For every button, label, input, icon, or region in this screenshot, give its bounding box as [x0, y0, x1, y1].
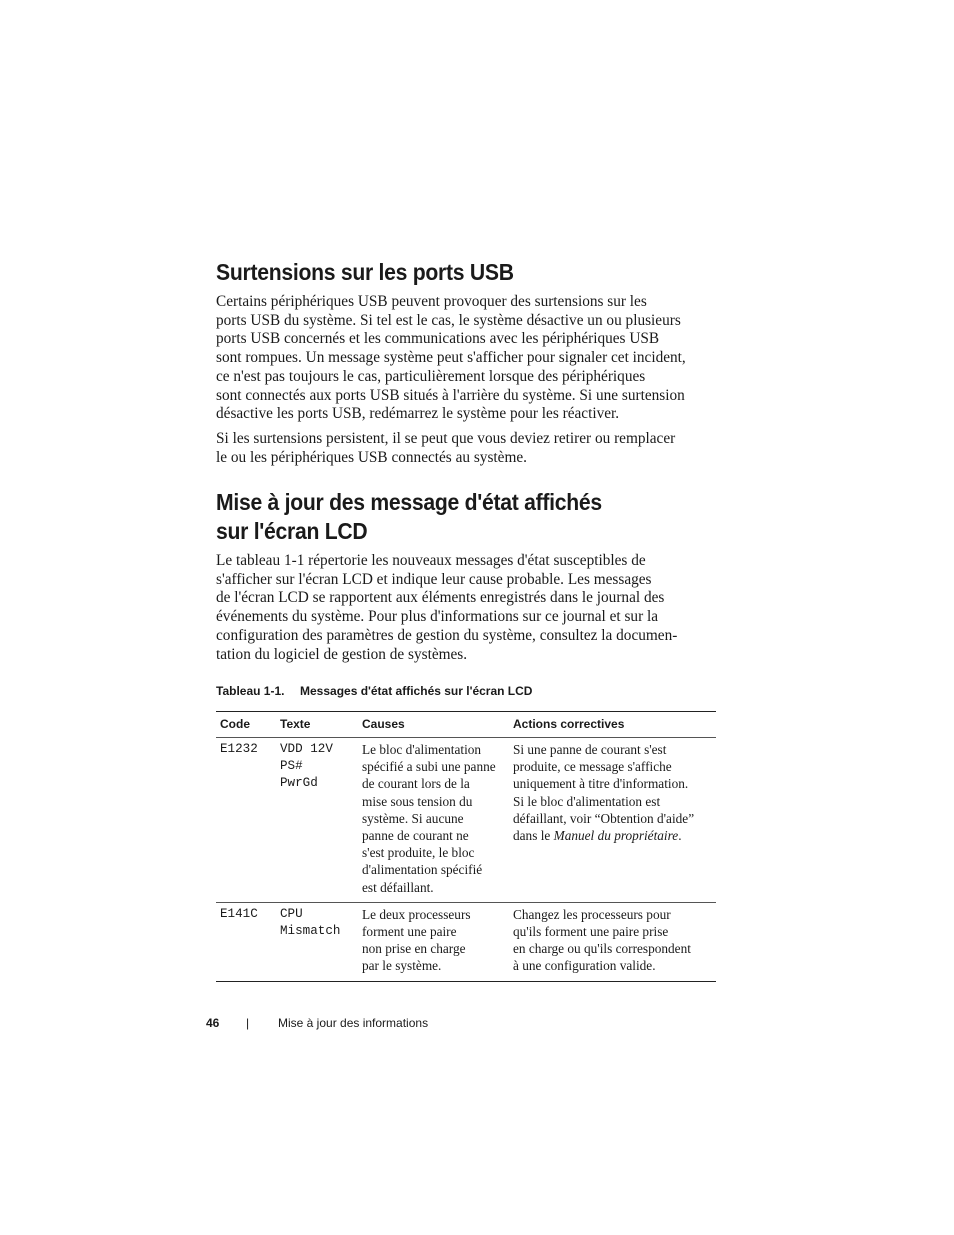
table-caption — [216, 684, 532, 698]
section-heading-usb: Surtensions sur les ports USB — [216, 259, 514, 285]
cell-line: forment une paire — [362, 924, 457, 940]
cell-text — [276, 738, 358, 903]
cell-line: VDD 12V — [280, 742, 333, 756]
cell-causes — [358, 738, 509, 903]
cell-line: défaillant, voir “Obtention d'aide” — [513, 810, 695, 826]
manual-title-reference: Manuel du propriétaire — [553, 828, 679, 844]
text-line: Certains périphériques USB peuvent provoquer des surtensions sur les — [216, 293, 647, 310]
cell-line: CPU — [280, 906, 303, 921]
heading-line: Mise à jour des message d'état affichés — [216, 489, 602, 515]
text-fragment: . — [678, 828, 682, 844]
table-row — [216, 738, 716, 903]
text-line: s'afficher sur l'écran LCD et indique leur cause probable. Les messages — [216, 570, 652, 588]
column-header-causes: Causes — [358, 712, 509, 738]
cell-line: système. Si aucune — [362, 810, 464, 826]
cell-line: Si le bloc d'alimentation est — [513, 793, 661, 809]
page-number: 46 — [206, 1016, 220, 1030]
cell-code: E1232 — [216, 738, 276, 903]
cell-actions — [509, 902, 716, 981]
cell-line: par le système. — [362, 958, 442, 974]
cell-line: PwrGd — [280, 776, 318, 791]
cell-line: Le deux processeurs — [362, 906, 471, 922]
cell-line: Mismatch — [280, 924, 341, 939]
text-fragment: dans le — [513, 828, 554, 844]
cell-line: est défaillant. — [362, 879, 434, 895]
text-line: ce n'est pas toujours le cas, particulièrement lorsque des périphériques — [216, 367, 646, 385]
column-header-text: Texte — [276, 712, 358, 738]
cell-line: non prise en charge — [362, 941, 466, 957]
text-line: désactive les ports USB, redémarrez le système pour les réactiver. — [216, 405, 620, 423]
column-header-actions: Actions correctives — [509, 712, 716, 738]
section-heading-lcd — [216, 488, 694, 546]
chapter-title: Mise à jour des informations — [278, 1016, 429, 1030]
cell-line: spécifié a subi une panne — [362, 759, 496, 775]
cell-line — [513, 827, 712, 844]
cell-line: uniquement à titre d'information. — [513, 776, 689, 792]
cell-line: produite, ce message s'affiche — [513, 759, 672, 775]
page-footer — [206, 1016, 428, 1030]
column-header-code: Code — [216, 712, 276, 738]
lcd-paragraph — [216, 552, 716, 664]
cell-code: E141C — [220, 906, 258, 921]
text-line: ports USB du système. Si tel est le cas, le système désactive un ou plusieurs — [216, 311, 681, 329]
cell-line: Si une panne de courant s'est — [513, 742, 667, 757]
cell-text — [276, 902, 358, 981]
footer-separator: | — [246, 1016, 250, 1030]
cell-actions — [509, 738, 716, 903]
text-line: le ou les périphériques USB connectés au système. — [216, 448, 527, 466]
usb-paragraph-1 — [216, 293, 716, 424]
text-line: événements du système. Pour plus d'informations sur ce journal et sur la — [216, 608, 659, 626]
table-header-row — [216, 712, 716, 738]
text-line: sont connectés aux ports USB situés à l'arrière du système. Si une surtension — [216, 386, 685, 404]
cell-line: panne de courant ne — [362, 828, 469, 844]
text-line: de l'écran LCD se rapportent aux éléments enregistrés dans le journal des — [216, 589, 665, 607]
usb-paragraph-2 — [216, 430, 716, 467]
heading-line: sur l'écran LCD — [216, 518, 368, 544]
cell-line: Changez les processeurs pour — [513, 906, 671, 922]
cell-line: à une configuration valide. — [513, 958, 656, 974]
text-line: ports USB concernés et les communications avec les périphériques USB — [216, 330, 660, 348]
table-caption-number: Tableau 1-1. — [216, 684, 285, 698]
cell-line: d'alimentation spécifié — [362, 862, 483, 878]
lcd-messages-table — [216, 711, 716, 982]
cell-line: PS# — [280, 759, 303, 774]
cell-line: s'est produite, le bloc — [362, 845, 475, 861]
text-line: configuration des paramètres de gestion du système, consultez la documen- — [216, 626, 678, 644]
text-line: tation du logiciel de gestion de systèmes. — [216, 645, 468, 663]
table-row — [216, 902, 716, 981]
cell-line: de courant lors de la — [362, 776, 470, 792]
cell-line: qu'ils forment une paire prise — [513, 924, 669, 940]
cell-causes — [358, 902, 509, 981]
table-caption-title: Messages d'état affichés sur l'écran LCD — [300, 684, 533, 698]
cell-line: Le bloc d'alimentation — [362, 742, 482, 757]
cell-line: en charge ou qu'ils correspondent — [513, 941, 691, 957]
text-line: Le tableau 1-1 répertorie les nouveaux messages d'état susceptibles de — [216, 552, 646, 569]
cell-line: mise sous tension du — [362, 793, 473, 809]
text-line: Si les surtensions persistent, il se peut que vous deviez retirer ou remplacer — [216, 430, 676, 447]
text-line: sont rompues. Un message système peut s'afficher pour signaler cet incident, — [216, 349, 686, 367]
